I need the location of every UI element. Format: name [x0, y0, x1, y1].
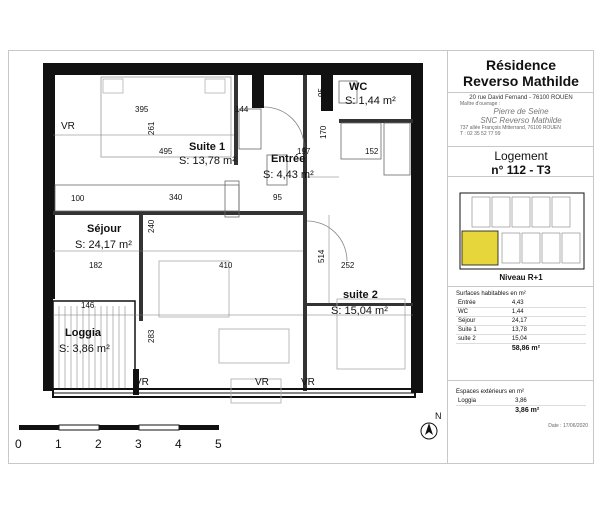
surface-total: 58,86 m² [511, 345, 540, 352]
dim-label: 152 [365, 147, 379, 156]
dim-label: 182 [89, 261, 103, 270]
developer-tel: T : 02 35 52 77 99 [460, 131, 501, 137]
dim-label: 95 [317, 88, 326, 97]
surfaces-table [456, 299, 586, 353]
scale-label: 0 [15, 437, 22, 451]
table-row [456, 326, 586, 335]
dim-label: 410 [219, 261, 233, 270]
scale-label: 4 [175, 437, 182, 451]
address: 20 rue David Fernand - 76100 ROUEN [469, 95, 573, 101]
table-row [456, 406, 586, 416]
ext-value: 3,86 [513, 397, 586, 406]
surface-label: Entrée [456, 299, 510, 308]
dim-label: 170 [319, 125, 328, 139]
dim-label: 146 [81, 301, 95, 310]
vr-label: VR [301, 377, 315, 388]
date-label: Date : 17/06/2020 [548, 423, 588, 429]
scale-label: 5 [215, 437, 222, 451]
surface-value: 15,04 [510, 335, 586, 344]
surface-value: 1,44 [510, 308, 586, 317]
logement-label: Logement [494, 149, 548, 163]
plan-sheet [8, 50, 594, 464]
floor-plan-drawing [9, 51, 447, 451]
room-name-entree: Entrée [271, 153, 306, 165]
residence-subtitle: Reverso Mathilde [463, 73, 579, 89]
room-name-wc: WC [349, 81, 368, 93]
surface-value: 24,17 [510, 317, 586, 326]
room-name-sejour: Séjour [87, 223, 122, 235]
dim-label: 100 [71, 194, 85, 203]
room-name-loggia: Loggia [65, 327, 102, 339]
scale-label: 1 [55, 437, 62, 451]
surface-label: suite 2 [456, 335, 510, 344]
vr-label: VR [255, 377, 269, 388]
surface-label: Séjour [456, 317, 510, 326]
logement-number: n° 112 - T3 [491, 163, 551, 177]
dim-label: 252 [341, 261, 355, 270]
room-name-suite1: Suite 1 [189, 141, 226, 153]
surface-label: WC [456, 308, 510, 317]
surfaces-header: Surfaces habitables en m² [456, 291, 526, 297]
surface-value: 13,78 [510, 326, 586, 335]
vr-label: VR [61, 121, 75, 132]
surface-value: 4,43 [510, 299, 586, 308]
table-row [456, 344, 586, 354]
dim-label: 144 [235, 105, 249, 114]
developer-address: 737 allée François Mitterrand, 76100 ROUEN [460, 125, 561, 131]
room-area-loggia: S: 3,86 m² [59, 343, 110, 355]
surface-label: Suite 1 [456, 326, 510, 335]
exterior-table [456, 397, 586, 415]
scale-label: 3 [135, 437, 142, 451]
residence-title: Résidence [485, 57, 557, 73]
dim-label: 495 [159, 147, 173, 156]
dim-label: 395 [135, 105, 149, 114]
room-area-suite2: S: 15,04 m² [331, 305, 388, 317]
room-area-sejour: S: 24,17 m² [75, 239, 132, 251]
exterior-header: Espaces extérieurs en m² [456, 389, 525, 395]
room-name-suite2: suite 2 [343, 289, 378, 301]
table-row [456, 308, 586, 317]
niveau-label: Niveau R+1 [499, 273, 543, 282]
developer-logo: Pierre de Seine [493, 107, 549, 116]
north-label: N [435, 411, 442, 421]
dim-label: 197 [297, 147, 311, 156]
dim-label: 240 [147, 219, 156, 233]
location-minimap [448, 179, 594, 277]
room-area-suite1: S: 13,78 m² [179, 155, 236, 167]
table-row [456, 397, 586, 406]
scale-label: 2 [95, 437, 102, 451]
table-row [456, 299, 586, 308]
maitre-label: Maître d'ouvrage : [460, 101, 501, 107]
table-row [456, 335, 586, 344]
room-area-wc: S: 1,44 m² [345, 95, 396, 107]
title-panel [447, 51, 594, 463]
ext-label: Loggia [456, 397, 513, 406]
scale-bar [19, 425, 219, 430]
vr-label: VR [135, 377, 149, 388]
dim-label: 95 [273, 193, 282, 202]
dim-label: 261 [147, 121, 156, 135]
dim-label: 340 [169, 193, 183, 202]
dim-label: 283 [147, 329, 156, 343]
ext-total: 3,86 m² [515, 407, 540, 414]
room-area-entree: S: 4,43 m² [263, 169, 314, 181]
floor-plan [9, 51, 447, 451]
table-row [456, 317, 586, 326]
developer-name: SNC Reverso Mathilde [480, 116, 562, 125]
dim-label: 514 [317, 249, 326, 263]
